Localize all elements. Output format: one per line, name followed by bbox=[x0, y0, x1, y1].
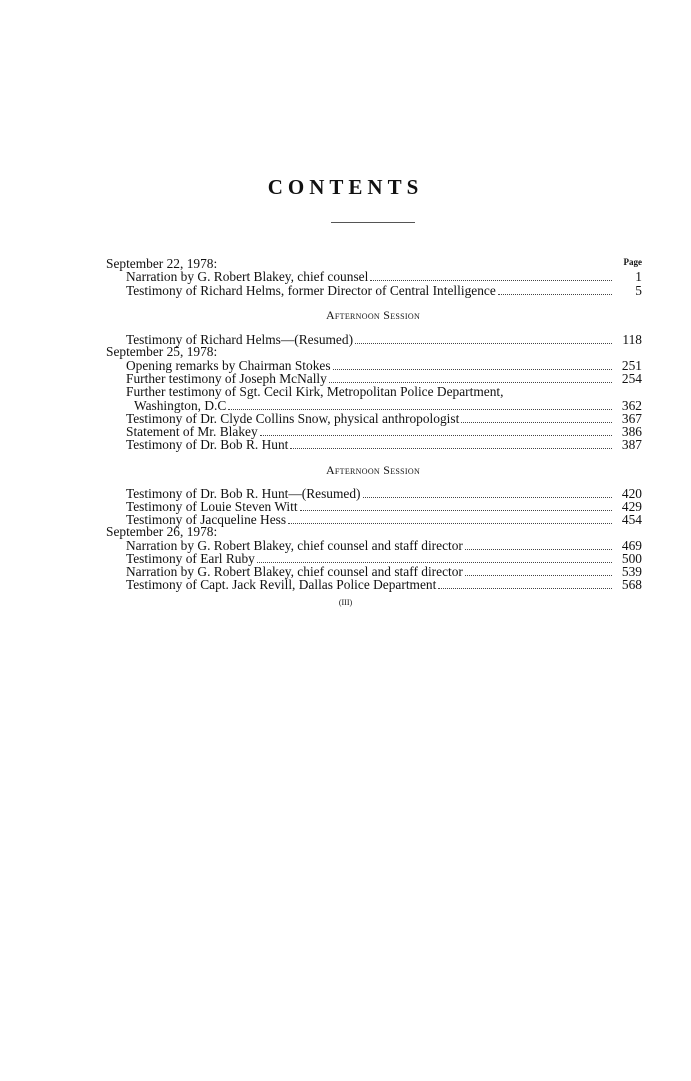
entry-title: Statement of Mr. Blakey bbox=[126, 424, 258, 439]
dot-leader bbox=[355, 333, 612, 344]
dot-leader bbox=[498, 284, 612, 295]
entry-page-number: 539 bbox=[621, 564, 642, 579]
date-text: September 22, 1978: bbox=[106, 256, 218, 271]
toc-entry bbox=[104, 385, 642, 399]
session-heading-text: Afternoon Session bbox=[325, 463, 421, 477]
entry-page-number: 362 bbox=[621, 398, 642, 413]
dot-leader bbox=[288, 513, 612, 524]
dot-leader bbox=[257, 552, 612, 563]
entry-page-number: 500 bbox=[621, 551, 642, 566]
dot-leader bbox=[290, 438, 612, 449]
date-text: September 25, 1978: bbox=[106, 344, 218, 359]
entry-title: Testimony of Earl Ruby bbox=[126, 551, 255, 566]
entry-title: Testimony of Dr. Bob R. Hunt bbox=[126, 437, 289, 452]
dot-leader bbox=[465, 565, 612, 576]
toc-entry bbox=[104, 284, 642, 298]
dot-leader bbox=[228, 399, 612, 410]
session-heading-text: Afternoon Session bbox=[325, 308, 421, 322]
entry-title: Testimony of Louie Steven Witt bbox=[126, 499, 298, 514]
dot-leader bbox=[461, 412, 612, 423]
session-heading bbox=[104, 308, 642, 322]
dot-leader bbox=[300, 500, 612, 511]
toc-entry bbox=[104, 438, 642, 452]
entry-title: Testimony of Richard Helms—(Resumed) bbox=[126, 332, 354, 347]
entry-title: Washington, D.C bbox=[134, 398, 227, 413]
entry-page-number: 386 bbox=[621, 424, 642, 439]
entry-page-number: 1 bbox=[635, 269, 642, 284]
page-folio: (III) bbox=[338, 598, 353, 607]
entry-page-number: 367 bbox=[621, 411, 642, 426]
entry-page-number: 5 bbox=[635, 283, 642, 298]
page-title: CONTENTS bbox=[267, 175, 424, 199]
dot-leader bbox=[465, 539, 612, 550]
entry-title: Further testimony of Joseph McNally bbox=[126, 371, 327, 386]
toc-entry bbox=[104, 578, 642, 592]
entry-title: Testimony of Dr. Clyde Collins Snow, physical anthropologist bbox=[126, 411, 460, 426]
dot-leader bbox=[438, 578, 612, 589]
entry-title: Narration by G. Robert Blakey, chief counsel bbox=[126, 269, 369, 284]
entry-page-number: 469 bbox=[621, 538, 642, 553]
entry-page-number: 429 bbox=[621, 499, 642, 514]
entry-page-number: 254 bbox=[621, 371, 642, 386]
dot-leader bbox=[370, 270, 612, 281]
entry-title: Testimony of Richard Helms, former Director of Central Intelligence bbox=[126, 283, 496, 298]
dot-leader bbox=[260, 425, 612, 436]
session-heading bbox=[104, 463, 642, 477]
entry-page-number: 420 bbox=[621, 486, 642, 501]
title-rule bbox=[331, 222, 415, 223]
toc-entry bbox=[104, 270, 642, 284]
entry-title: Further testimony of Sgt. Cecil Kirk, Metropolitan Police Department, bbox=[126, 384, 504, 399]
entry-page-number: 454 bbox=[621, 512, 642, 527]
entry-page-number: 568 bbox=[621, 577, 642, 592]
entry-page-number: 387 bbox=[621, 437, 642, 452]
entry-title: Testimony of Capt. Jack Revill, Dallas Police Department bbox=[126, 577, 437, 592]
dot-leader bbox=[333, 359, 612, 370]
entry-title: Opening remarks by Chairman Stokes bbox=[126, 358, 331, 373]
entry-title: Narration by G. Robert Blakey, chief counsel and staff director bbox=[126, 538, 463, 553]
entry-title: Testimony of Jacqueline Hess bbox=[126, 512, 287, 527]
entry-title: Narration by G. Robert Blakey, chief counsel and staff director bbox=[126, 564, 463, 579]
date-text: September 26, 1978: bbox=[106, 524, 218, 539]
entry-page-number: 118 bbox=[622, 332, 642, 347]
entry-page-number: 251 bbox=[621, 358, 642, 373]
date-heading bbox=[104, 345, 642, 359]
date-heading bbox=[104, 525, 642, 539]
dot-leader bbox=[329, 372, 612, 383]
page-column-header: Page bbox=[623, 257, 642, 267]
entry-title: Testimony of Dr. Bob R. Hunt—(Resumed) bbox=[126, 486, 361, 501]
dot-leader bbox=[363, 487, 613, 498]
